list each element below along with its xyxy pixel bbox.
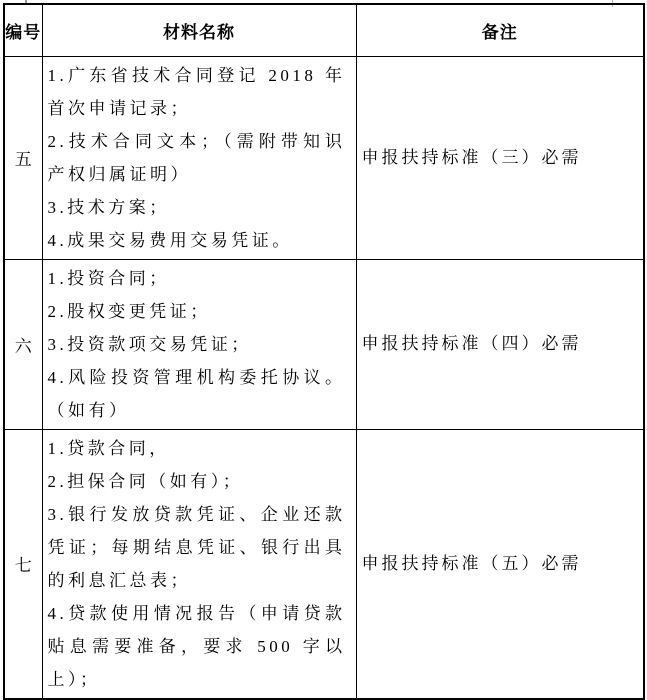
material-item: 2.技术合同文本；（需附带知识产权归属证明） [47, 131, 346, 184]
material-item: 2.担保合同（如有）； [47, 471, 244, 491]
table-row [4, 259, 644, 429]
material-item: 1.投资合同； [47, 268, 170, 288]
material-item: 3.技术方案； [47, 197, 170, 217]
table-body [4, 56, 644, 699]
material-item: 2.股权变更凭证； [47, 301, 211, 321]
header-remark: 备注 [356, 4, 644, 56]
row-number-cell: 五 [4, 56, 42, 259]
row-number-cell: 七 [4, 429, 42, 699]
table-row [4, 429, 644, 699]
remark-cell: 申报扶持标准（四）必需 [356, 259, 644, 429]
table-row [4, 56, 644, 259]
materials-requirements-table [3, 3, 645, 700]
table-header-row [4, 4, 644, 56]
material-item: 4.风险投资管理机构委托协议。（如有） [47, 367, 346, 420]
remark-cell: 申报扶持标准（三）必需 [356, 56, 644, 259]
material-item: 4.成果交易费用交易凭证。 [47, 230, 293, 250]
remark-cell: 申报扶持标准（五）必需 [356, 429, 644, 699]
material-item: 3.投资款项交易凭证； [47, 334, 252, 354]
row-number-cell: 六 [4, 259, 42, 429]
material-item: 4.贷款使用情况报告（申请贷款贴息需要准备，要求 500 字以上）； [47, 603, 346, 689]
materials-cell [42, 259, 356, 429]
material-item: 1.广东省技术合同登记 2018 年首次申请记录； [47, 65, 346, 118]
material-item: 3.银行发放贷款凭证、企业还款凭证；每期结息凭证、银行出具的利息汇总表； [47, 504, 346, 590]
material-item: 1.贷款合同， [47, 438, 170, 458]
header-number: 编号 [4, 4, 42, 56]
header-material-name: 材料名称 [42, 4, 356, 56]
materials-cell [42, 56, 356, 259]
materials-cell [42, 429, 356, 699]
